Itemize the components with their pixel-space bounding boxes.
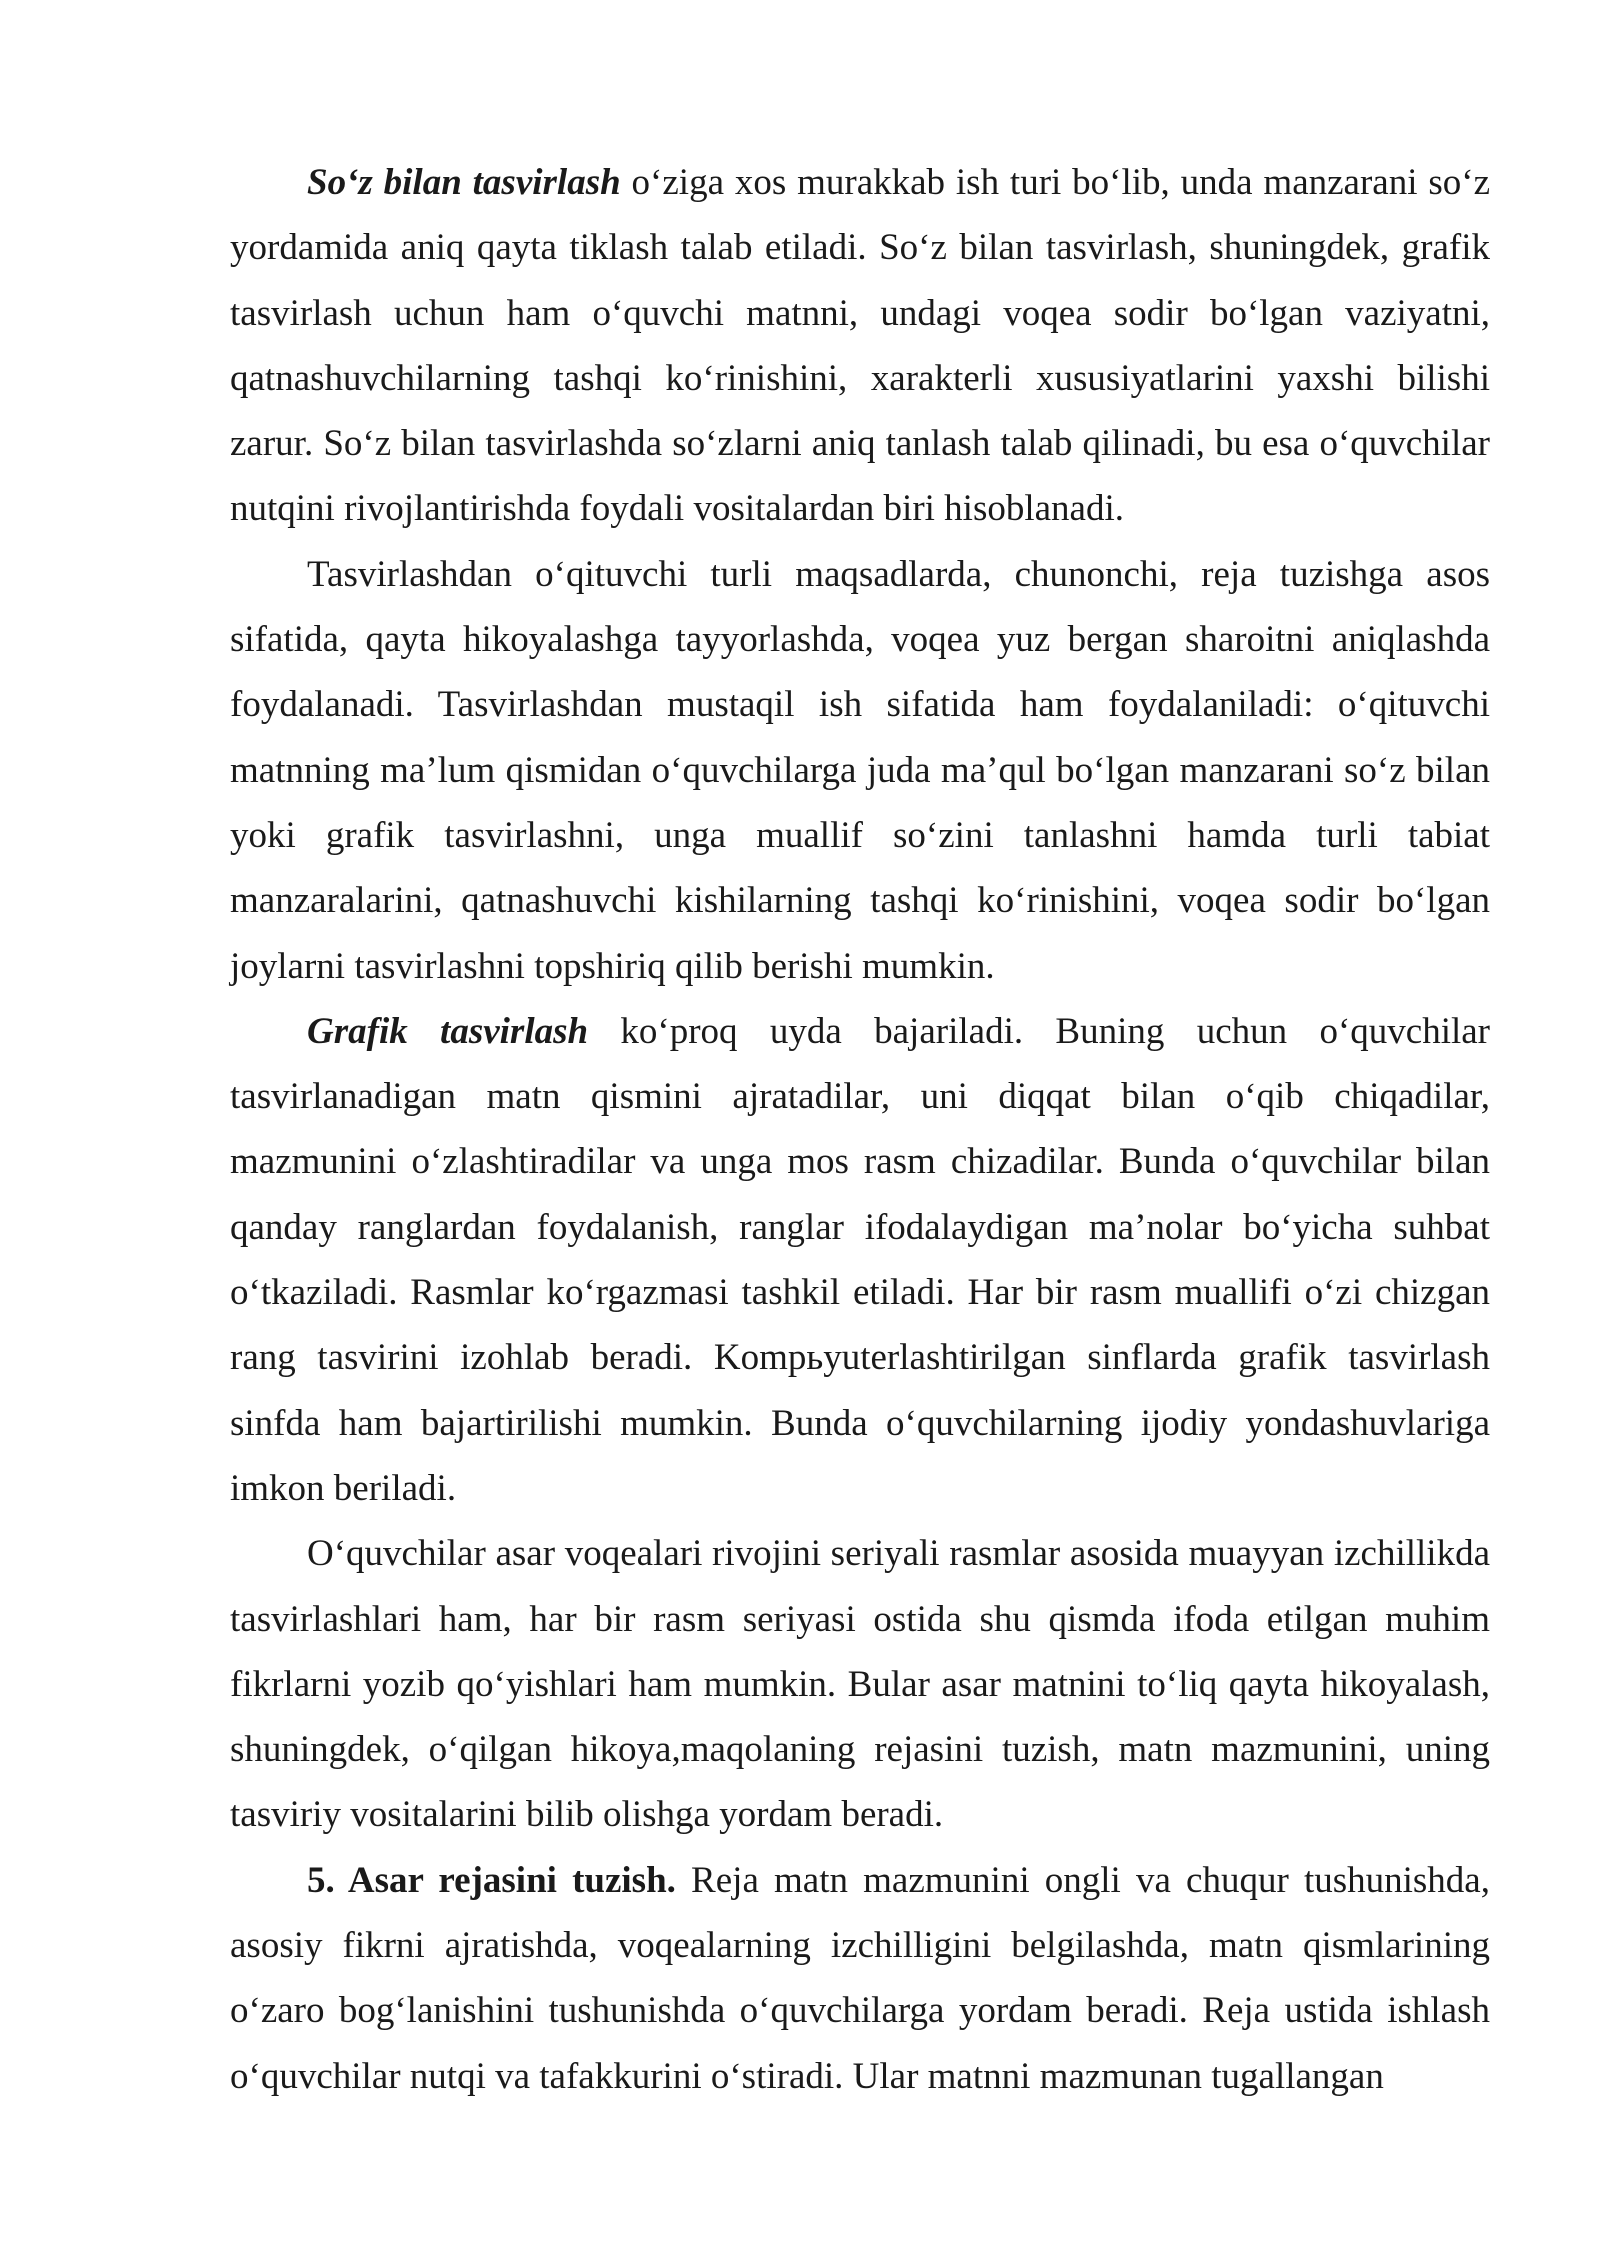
document-page bbox=[230, 150, 1490, 2109]
term-graphic-description: Grafik tasvirlash bbox=[307, 1010, 589, 1052]
paragraph-text: o‘ziga xos murakkab ish turi bo‘lib, unda manzarani so‘z yordamida aniq qayta tiklash talab etiladi. So‘z bilan tasvirlash, shuningdek, grafik tasvirlash uchun ham o‘quvchi matnni, undagi voqea sodir bo‘lgan vaziyatni, qatnashuvchilarning tashqi ko‘rinishini, xarakterli xususiyatlarini yaxshi bilishi zarur. So‘z bilan tasvirlashda so‘zlarni aniq tanlash talab qilinadi, bu esa o‘quvchilar nutqini rivojlantirishda foydali vositalardan biri hisoblanadi. bbox=[230, 162, 1490, 530]
paragraph-serial-pictures bbox=[230, 1521, 1490, 1847]
paragraph-description-uses bbox=[230, 542, 1490, 999]
section-heading: 5. Asar rejasini tuzish. bbox=[307, 1859, 676, 1901]
paragraph-plan-making bbox=[230, 1848, 1490, 2109]
paragraph-text: O‘quvchilar asar voqealari rivojini seriyali rasmlar asosida muayyan izchillikda tasvirlashlari ham, har bir rasm seriyasi ostida shu qismda ifoda etilgan muhim fikrlarni yozib qo‘yishlari ham mumkin. Bular asar matnini to‘liq qayta hikoyalash, shuningdek, o‘qilgan hikoya,maqolaning rejasini tuzish, matn mazmunini, uning tasviriy vositalarini bilib olishga yordam beradi. bbox=[230, 1533, 1490, 1836]
paragraph-text: Tasvirlashdan o‘qituvchi turli maqsadlarda, chunonchi, reja tuzishga asos sifatida, qayta hikoyalashga tayyorlashda, voqea yuz bergan sharoitni aniqlashda foydalanadi. Tasvirlashdan mustaqil ish sifatida ham foydalaniladi: o‘qituvchi matnning ma’lum qismidan o‘quvchilarga juda ma’qul bo‘lgan manzarani so‘z bilan yoki grafik tasvirlashni, unga muallif so‘zini tanlashni hamda turli tabiat manzaralarini, qatnashuvchi kishilarning tashqi ko‘rinishini, voqea sodir bo‘lgan joylarni tasvirlashni topshiriq qilib berishi mumkin. bbox=[230, 553, 1490, 987]
paragraph-text: Reja matn mazmunini ongli va chuqur tushunishda, asosiy fikrni ajratishda, voqealarning izchilligini belgilashda, matn qismlarining o‘zaro bog‘lanishini tushunishda o‘quvchilarga yordam beradi. Reja ustida ishlash o‘quvchilar nutqi va tafakkurini o‘stiradi. Ular matnni mazmunan tugallangan bbox=[230, 1859, 1490, 2097]
paragraph-graphic-description bbox=[230, 999, 1490, 1521]
paragraph-text: ko‘proq uyda bajariladi. Buning uchun o‘quvchilar tasvirlanadigan matn qismini ajratadilar, uni diqqat bilan o‘qib chiqadilar, mazmunini o‘zlashtiradilar va unga mos rasm chizadilar. Bunda o‘quvchilar bilan qanday ranglardan foydalanish, ranglar ifodalaydigan ma’nolar bo‘yicha suhbat o‘tkaziladi. Rasmlar ko‘rgazmasi tashkil etiladi. Har bir rasm muallifi o‘zi chizgan rang tasvirini izohlab beradi. Kompьyuterlashtirilgan sinflarda grafik tasvirlash sinfda ham bajartirilishi mumkin. Bunda o‘quvchilarning ijodiy yondashuvlariga imkon beriladi. bbox=[230, 1010, 1490, 1509]
paragraph-verbal-description bbox=[230, 150, 1490, 542]
term-verbal-description: So‘z bilan tasvirlash bbox=[307, 162, 621, 203]
